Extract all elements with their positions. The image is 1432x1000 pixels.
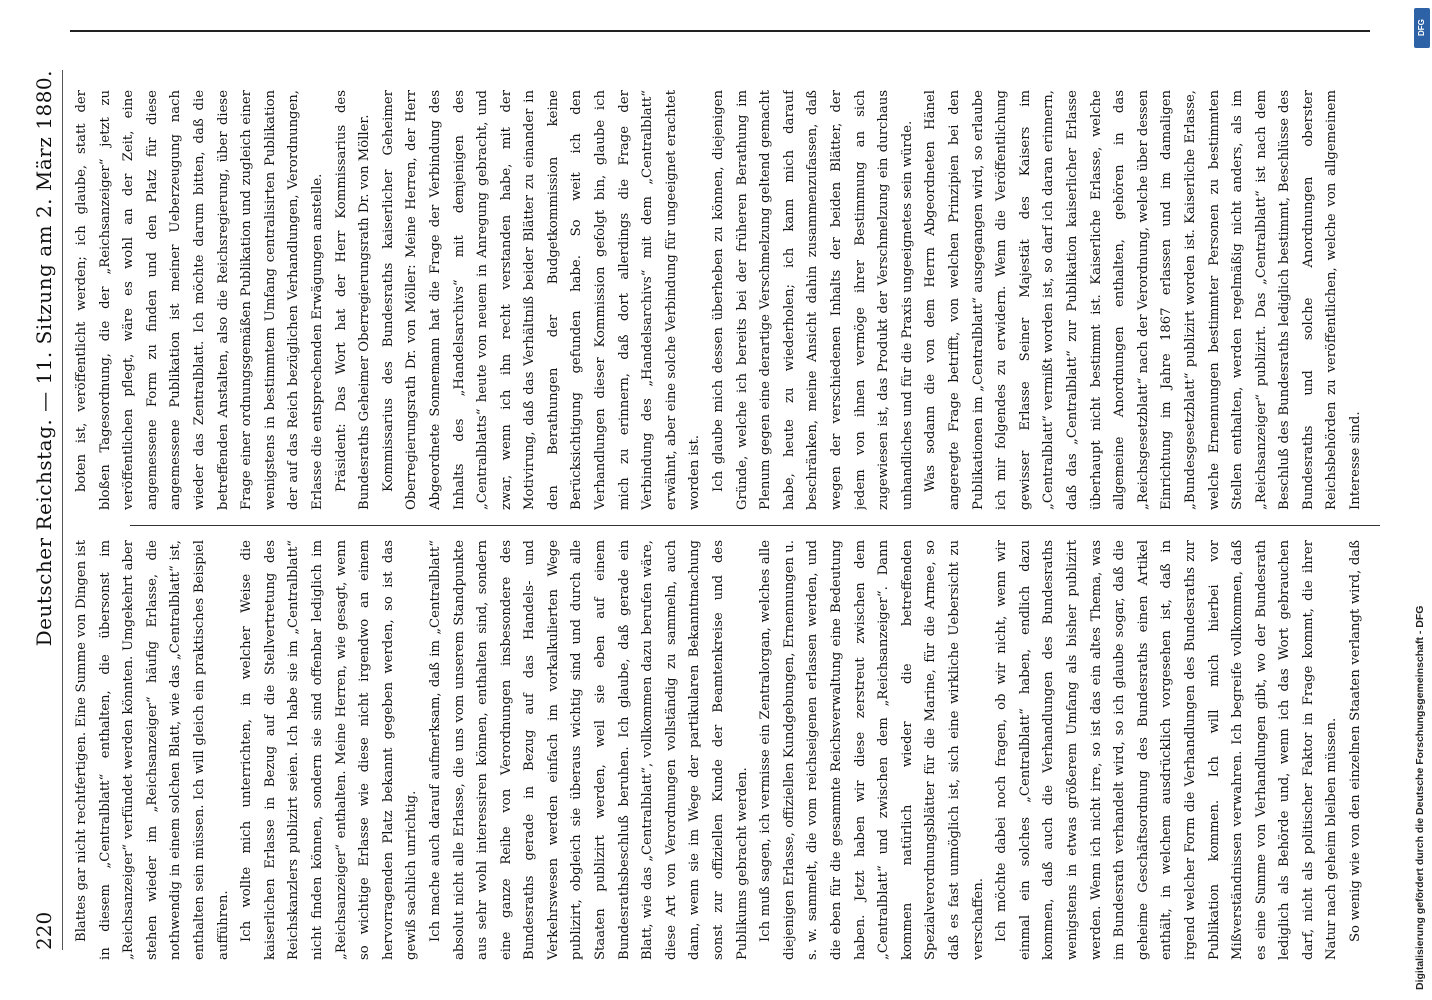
right-paragraph [1368,90,1370,510]
header-rule [62,70,63,950]
running-title: Deutscher Reichstag. — 11. Sitzung am 2. März 1880. [32,70,56,647]
right-paragraph: boten ist, veröffentlicht werden; ich glaube, statt der bloßen Tagesordnung, die der „Reichsanzeiger“ jetzt zu veröffentlichen pflegt, wäre es wohl an der Zeit, eine angemessene Form zu finden und den Platz für diese angemessene Publikation ist meiner Ueberzeugung nach wieder das Zentralblatt. Ich möchte darum bitten, daß die betreffenden Anstalten, also die Reichsregierung, über diese Frage einer ordnungsgemäßen Publikation und zugleich einer wenigstens in bestimmtem Umfang centralisirten Publikation der auf das Reich bezüglichen Verhandlungen, Verordnungen, Erlasse die entsprechenden Erwägungen anstelle. [74,90,325,510]
left-paragraph: Ich mache auch darauf aufmerksam, daß im „Centralblatt“ absolut nicht alle Erlasse, die uns vom unserem Standpunkte aus sehr wohl interessiren können, enthalten sind, sondern eine ganze Reihe von Verordnungen insbesondere des Bundesraths gerade in Bezug auf das Handels- und Verkehrswesen werden einfach im vorkalkulierten Wege publizirt, obgleich sie überaus wichtig sind und durch alle Staaten publizirt werden, weil sie eben auf einem Bundesrathsbeschluß beruhen. Ich glaube, daß gerade ein Blatt, wie das „Centralblatt“, vollkommen dazu berufen wäre, diese Art von Verordnungen vollständig zu sammeln, auch dann, wenn sie im Wege der partikularen Bekanntmachung sonst zur offiziellen Kunde der Beamtenkreise und des Publikums gebracht werden. [427,540,750,960]
left-paragraph: So wenig wie von den einzelnen Staaten verlangt wird, daß [1348,540,1364,942]
left-paragraph: Blattes gar nicht rechtfertigen. Eine Summe von Dingen ist in diesem „Centralblatt“ enthalten, die übersonst im „Reichsanzeiger“ verfündet werden könnten. Umgekehrt aber stehen wieder im „Reichsanzeiger“ häufig Erlasse, die nothwendig in einem solchen Blatt, wie das „Centralblatt“ ist, enthalten sein müssen. Ich will gleich ein praktisches Beispiel aufführen. [74,540,231,960]
right-paragraph: Was sodann die von dem Herrn Abgeordneten Hänel angeregte Frage betrifft, von welchen Prinzipien bei den Publikationen im „Centralblatt“ ausgegangen wird, so erlaube ich mir folgendes zu erwidern. Wenn die Veröffentlichung gewisser Erlasse Seiner Majestät des Kaisers im „Centralblatt“ vermißt worden ist, so darf ich daran erinnern, daß das „Centralblatt“ zur Publikation kaiserlicher Erlasse überhaupt nicht bestimmt ist. Kaiserliche Erlasse, welche allgemeine Anordnungen enthalten, gehören in das „Reichsgesetzblatt“ nach der Verordnung, welche über dessen Einrichtung im Jahre 1867 erlassen und im damaligen „Bundesgesetzblatt“ publizirt worden ist. Kaiserliche Erlasse, welche Ernennungen bestimmter Personen zu bestimmten Stellen enthalten, werden regelmäßig nicht anders, als im „Reichsanzeiger“ publizirt. Das „Centralblatt“ ist nach dem Beschluß des Bundesraths lediglich bestimmt, Beschlüsse des Bundesraths und solche Anordnungen oberster Reichsbehörden zu veröffentlichen, welche von allgemeinem Interesse sind. [923,90,1364,510]
text-columns [70,50,1370,960]
page-header [30,70,62,950]
credit-text: Digitalisierung gefördert durch die Deutsche Forschungsgemeinschaft - DFG [1414,605,1426,990]
left-paragraph: Ich möchte dabei noch fragen, ob wir nicht, wenn wir einmal ein solches „Centralblatt“ haben, endlich dazu kommen, daß auch die Verhandlungen des Bundesraths wenigstens in etwas größerem Umfang als bisher publizirt werden. Wenn ich nicht irre, so ist das ein altes Thema, was im Bundesrath verhandelt wird, so ich glaube sogar, daß die geheime Geschäftsordnung des Bundesraths einen Artikel enthält, in welchem ausdrücklich vorgesehen ist, daß in irgend welcher Form die Verhandlungen des Bundesraths zur Publikation kommen. Ich will mich hierbei vor Mißverständnissen verwahren. Ich begreife vollkommen, daß es eine Summe von Verhandlungen gibt, wo der Bundesrath lediglich als Behörde und, wenn ich das Wort gebrauchen darf, nicht als politischer Faktor in Frage kommt, die ihrer Natur nach geheim bleiben müssen. [994,540,1340,960]
right-paragraph: Präsident: Das Wort hat der Herr Kommissarius des Bundesraths Geheimer Oberregierungsrath Dr. von Möller. [333,90,373,510]
right-paragraph: Ich glaube mich dessen überheben zu können, diejenigen Gründe, welche ich bereits bei der früheren Berathung im Plenum gegen eine derartige Verschmelzung geltend gemacht habe, heute zu wiederholen; ich kann mich darauf beschränken, meine Ansicht dahin zusammenzufassen, daß wegen der verschiedenen Inhalts der beiden Blätter, der jedem von ihnen vermöge ihrer Bestimmung an sich zugewiesen ist, das Produkt der Verschmelzung ein durchaus unhandliches und für die Praxis ungeeignetes sein würde. [711,90,915,510]
column-divider [130,525,1380,526]
left-column [70,540,1370,960]
digitization-credit [1410,0,1432,1000]
left-paragraph: Ich wollte mich unterrichten, in welcher Weise die kaiserlichen Erlasse in Bezug auf die Stellvertretung des Reichskanzlers publizirt seien. Ich habe sie im „Centralblatt“ nicht finden können, sondern sie sind offenbar lediglich im „Reichsanzeiger“ enthalten. Meine Herren, wie gesagt, wenn so wichtige Erlasse wie diese nicht irgendwo an einem hervorragenden Platz bekannt gegeben werden, so ist das gewiß sachlich unrichtig. [239,540,420,960]
right-paragraph: Kommissarius des Bundesraths kaiserlicher Geheimer Oberregierungsrath Dr. von Möller: Meine Herren, der Herr Abgeordnete Sonnemann hat die Frage der Verbindung des Inhalts des „Handelsarchivs“ mit demjenigen des „Centralblatts“ heute von neuem in Anregung gebracht, und zwar, wenn ich ihn recht verstanden habe, mit der Motivirung, daß das Verhältniß beider Blätter zu einander in den Berathungen der Budgetkommission keine Berücksichtigung gefunden habe. So weit ich den Verhandlungen dieser Kommission gefolgt bin, glaube ich mich zu erinnern, daß dort allerdings die Frage der Verbindung des „Handelsarchivs“ mit dem „Centralblatt“ erwähnt, aber eine solche Verbindung für ungeeignet erachtet worden ist. [380,90,703,510]
right-column [70,90,1370,510]
dfg-logo: DFG [1414,8,1430,48]
page-number: 220 [32,911,56,950]
page-edge-rule [70,30,1370,32]
left-paragraph: Ich muß sagen, ich vermisse ein Zentralorgan, welches alle diejenigen Erlasse, offiziellen Kundgebungen, Ernennungen u. s. w. sammelt, die vom reichseigenen erlassen werden, und die eben für die gesammte Reichsverwaltung eine Bedeutung haben. Jetzt haben wir diese zerstreut zwischen dem „Centralblatt“ und zwischen dem „Reichsanzeiger“. Dann kommen natürlich wieder die betreffenden Spezialverordnungsblätter für die Marine, für die Armee, so daß es fast unmöglich ist, sich eine wirkliche Uebersicht zu verschaffen. [758,540,986,960]
